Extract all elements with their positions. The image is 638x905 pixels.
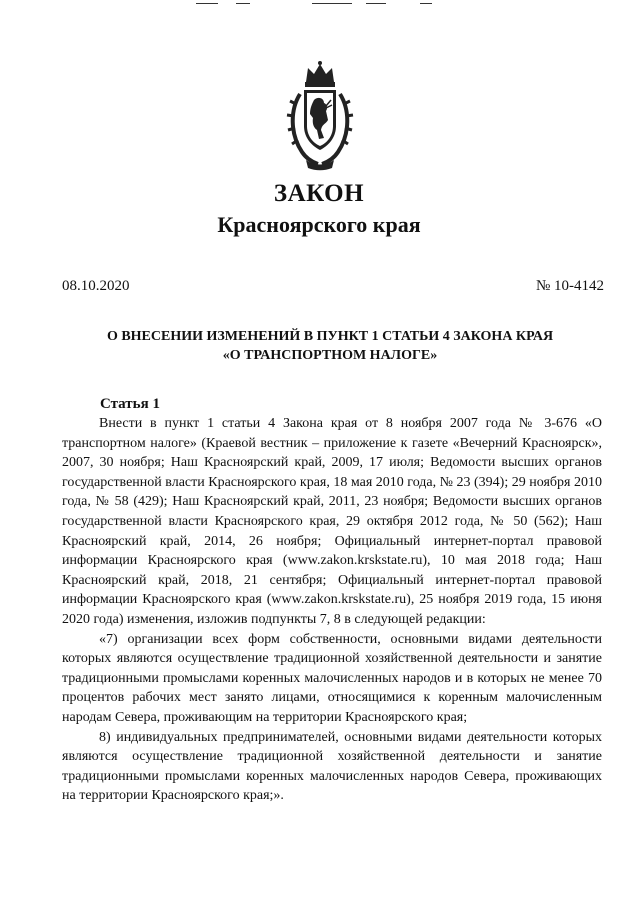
subject-line-2: «О ТРАНСПОРТНОМ НАЛОГЕ» (222, 348, 438, 363)
article-body (62, 414, 602, 806)
subject-line-1: О ВНЕСЕНИИ ИЗМЕНЕНИЙ В ПУНКТ 1 СТАТЬИ 4 ЗАКОНА КРАЯ (106, 329, 554, 344)
scan-edge-marks (0, 0, 638, 8)
article-title: Статья 1 (100, 396, 160, 412)
law-date: 08.10.2020 (62, 278, 130, 294)
article-paragraph-main: Внести в пункт 1 статьи 4 Закона края от 8 ноября 2007 года № 3-676 «О транспортном налоге» (Краевой вестник – приложение к газете «Вечерний Красноярск», 2007, 30 ноября; Наш Красноярский край, 2009, 17 июля; Ведомости высших органов государственной власти Красноярского края, 18 мая 2010 года, № 23 (394); 29 ноября 2010 года, № 58 (429); Наш Красноярский край, 2011, 23 ноября; Ведомости высших органов государственной власти Красноярского края, 29 октября 2012 года, № 50 (562); Наш Красноярский край, 2014, 26 ноября; Официальный интернет-портал правовой информации Красноярского края (www.zakon.krskstate.ru), 10 мая 2018 года; Наш Красноярский край, 2018, 21 сентября; Официальный интернет-портал правовой информации Красноярского края (www.zakon.krskstate.ru), 25 ноября 2019 года, 15 июня 2020 года) изменения, изложив подпункты 7, 8 в следующей редакции: (62, 416, 602, 627)
law-subject-heading (60, 327, 600, 365)
law-title: ЗАКОН (273, 180, 365, 207)
article-paragraph-item-8: 8) индивидуальных предпринимателей, основными видами деятельности которых являются осуществление традиционной хозяйственной деятельности и занятие традиционными промыслами коренных малочисленных народов Севера, проживающих на территории Красноярского края;». (62, 729, 602, 804)
law-region-subtitle: Красноярского края (217, 212, 421, 237)
coat-of-arms-icon (286, 60, 354, 172)
law-number: № 10-4142 (535, 278, 604, 294)
article-paragraph-item-7: «7) организации всех форм собственности, основными видами деятельности которых являются осуществление традиционной хозяйственной деятельности и занятие традиционными промыслами коренных малочисленных народов и в которых не менее 70 процентов рабочих мест занято лицами, относящимися к коренным малочисленным народам Севера, проживающим на территории Красноярского края; (62, 631, 602, 725)
